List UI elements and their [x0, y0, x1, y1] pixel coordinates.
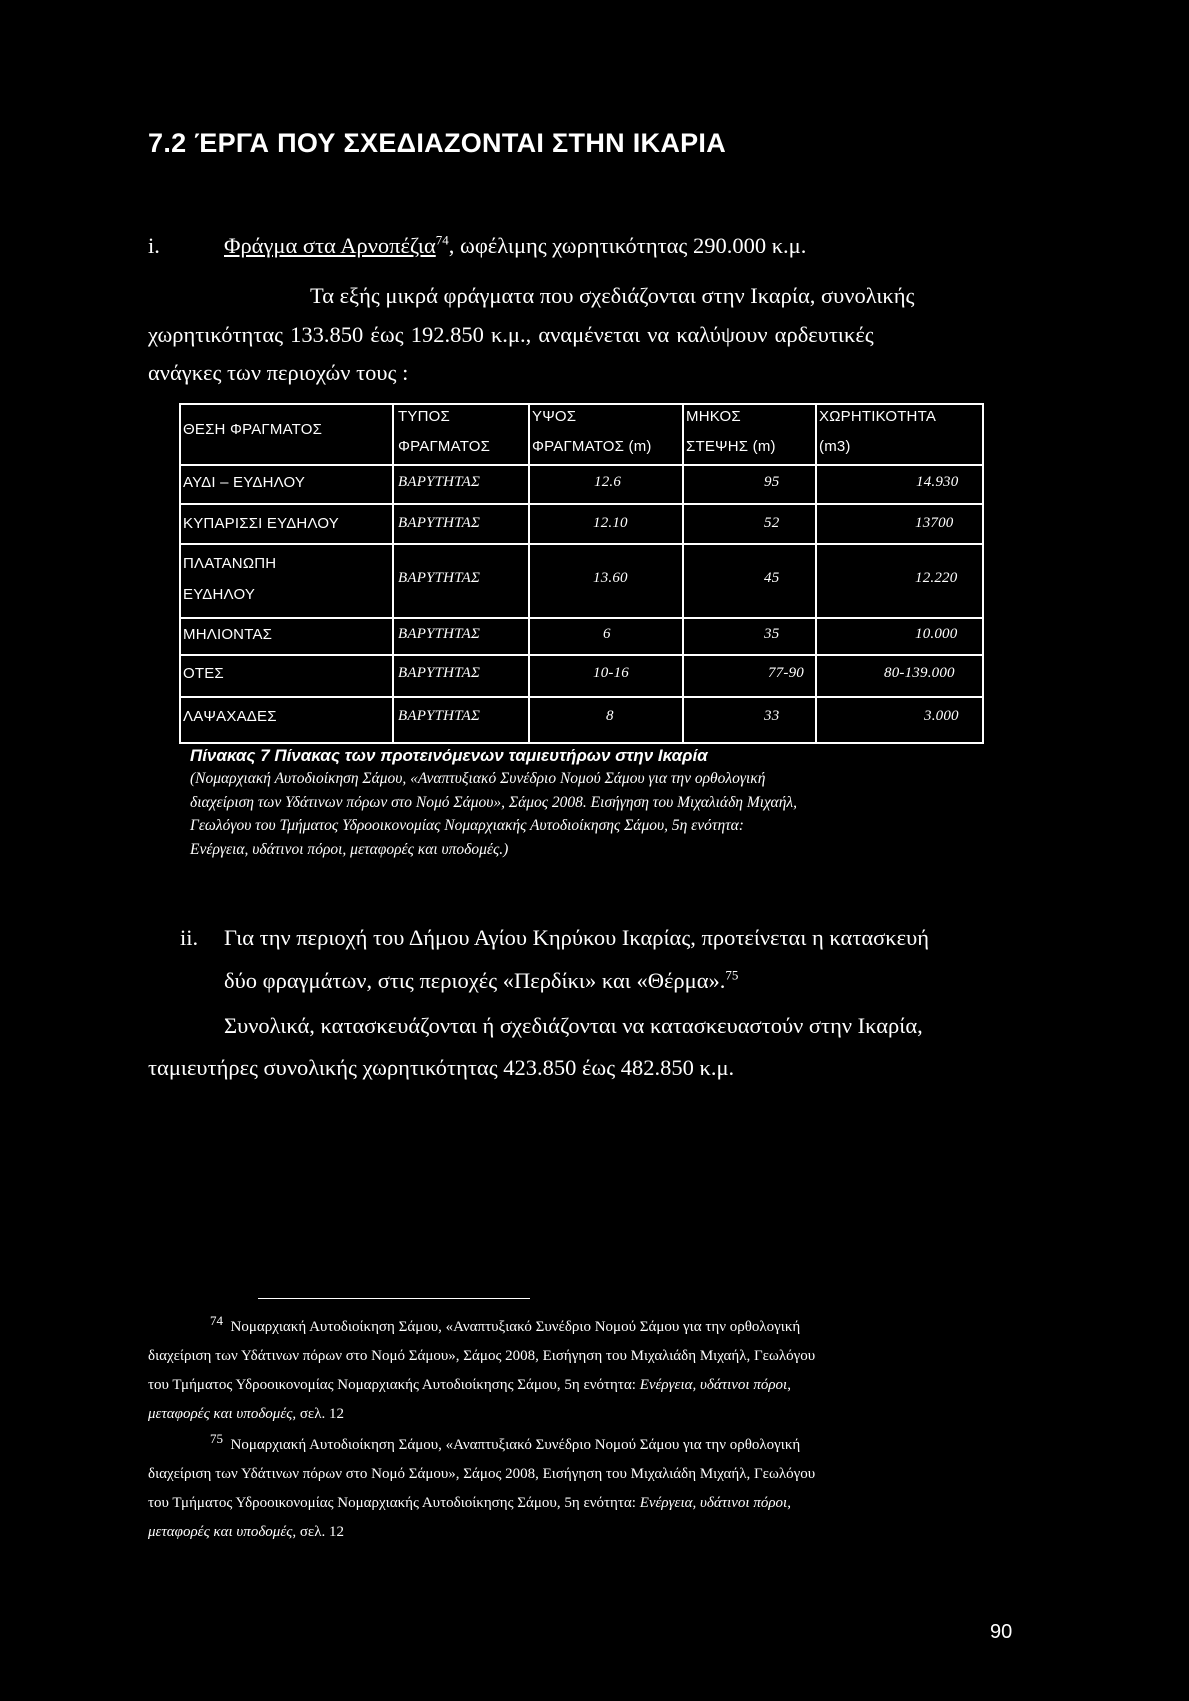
row-type: ΒΑΡΥΤΗΤΑΣ: [398, 570, 481, 586]
dam-link[interactable]: Φράγμα στα Αρνοπέζια: [224, 233, 436, 258]
item-ii-line2-text: δύο φραγμάτων, στις περιοχές «Περδίκι» και «Θέρμα».: [224, 968, 726, 993]
reservoir-table: [179, 403, 984, 744]
header-length-2: ΣΤΕΨΗΣ (m): [686, 438, 776, 455]
footnote-page: σελ. 12: [296, 1406, 344, 1422]
footnote-ref-75[interactable]: 75: [725, 967, 739, 983]
item-ii-line2: [224, 967, 739, 993]
item-ii-line4: ταμιευτήρες συνολικής χωρητικότητας 423.850 έως 482.850 κ.μ.: [148, 1055, 735, 1080]
header-capacity-2: (m3): [819, 438, 851, 455]
row-length: 35: [764, 626, 780, 642]
footnote-line-italic: μεταφορές και υποδομές,: [148, 1524, 297, 1540]
row-length: 52: [764, 515, 780, 531]
caption-title: Πίνακας 7 Πίνακας των προτεινόμενων ταμιευτήρων στην Ικαρία: [190, 746, 708, 765]
header-type-2: ΦΡΑΓΜΑΤΟΣ: [398, 438, 491, 455]
row-height: 12.6: [594, 474, 622, 490]
row-height: 13.60: [593, 570, 628, 586]
section-heading: 7.2 ΈΡΓΑ ΠΟΥ ΣΧΕΔΙΑΖΟΝΤΑΙ ΣΤΗΝ ΙΚΑΡΙΑ: [148, 128, 727, 158]
row-type: ΒΑΡΥΤΗΤΑΣ: [398, 515, 481, 531]
row-capacity: 13700: [915, 515, 954, 531]
row-type: ΒΑΡΥΤΗΤΑΣ: [398, 626, 481, 642]
para1-line2: χωρητικότητας 133.850 έως 192.850 κ.μ., αναμένεται να καλύψουν αρδευτικές: [148, 322, 874, 347]
footnote-74: [148, 1313, 1018, 1429]
item-i-numeral: i.: [148, 233, 160, 258]
row-site: ΚΥΠΑΡΙΣΣΙ ΕΥΔΗΛΟΥ: [183, 515, 339, 532]
header-length: ΜΗΚΟΣ: [686, 408, 741, 425]
footnote-separator: [258, 1298, 530, 1299]
footnote-number: 74: [210, 1313, 223, 1328]
footnote-page: σελ. 12: [296, 1524, 344, 1540]
footnote-line: διαχείριση των Υδάτινων πόρων στο Νομό Σάμου», Σάμος 2008, Εισήγηση του Μιχαλιάδη Μιχαήλ, Γεωλόγου: [148, 1466, 816, 1482]
caption-source-3: Γεωλόγου του Τμήματος Υδροοικονομίας Νομαρχιακής Αυτοδιοίκησης Σάμου, 5η ενότητα:: [190, 817, 744, 834]
footnote-line: του Τμήματος Υδροοικονομίας Νομαρχιακής Αυτοδιοίκησης Σάμου, 5η ενότητα:: [148, 1495, 640, 1511]
page-number: 90: [990, 1621, 1013, 1643]
footnote-ref-74[interactable]: 74: [435, 232, 449, 248]
row-capacity: 80-139.000: [884, 665, 955, 681]
row-length: 33: [764, 708, 780, 724]
footnote-line-italic: Ενέργεια, υδάτινοι πόροι,: [639, 1377, 791, 1393]
row-capacity: 3.000: [924, 708, 959, 724]
caption-source-4: Ενέργεια, υδάτινοι πόροι, μεταφορές και υποδομές.): [190, 840, 509, 858]
item-ii-line1: Για την περιοχή του Δήμου Αγίου Κηρύκου Ικαρίας, προτείνεται η κατασκευή: [224, 925, 929, 950]
para1-line1: Τα εξής μικρά φράγματα που σχεδιάζονται στην Ικαρία, συνολικής: [310, 283, 915, 308]
row-length: 95: [764, 474, 780, 490]
row-type: ΒΑΡΥΤΗΤΑΣ: [398, 665, 481, 681]
row-height: 12.10: [593, 515, 628, 531]
item-i-rest: , ωφέλιμης χωρητικότητας 290.000 κ.μ.: [448, 233, 807, 258]
caption-source-1: (Νομαρχιακή Αυτοδιοίκηση Σάμου, «Αναπτυξιακό Συνέδριο Νομού Σάμου για την ορθολογική: [190, 770, 766, 787]
footnote-line: Νομαρχιακή Αυτοδιοίκηση Σάμου, «Αναπτυξιακό Συνέδριο Νομού Σάμου για την ορθολογική: [230, 1319, 801, 1335]
row-capacity: 14.930: [916, 474, 959, 490]
row-site: ΑΥΔΙ – ΕΥΔΗΛΟΥ: [183, 474, 306, 491]
row-capacity: 10.000: [915, 626, 958, 642]
table-caption: [190, 745, 970, 861]
item-ii-line3: Συνολικά, κατασκευάζονται ή σχεδιάζονται να κατασκευαστούν στην Ικαρία,: [224, 1013, 923, 1038]
row-site: ΛΑΨΑΧΑΔΕΣ: [183, 708, 277, 725]
item-i-text: [224, 232, 807, 258]
row-type: ΒΑΡΥΤΗΤΑΣ: [398, 708, 481, 724]
row-site: ΟΤΕΣ: [183, 665, 224, 682]
row-site-2: ΕΥΔΗΛΟΥ: [183, 586, 256, 603]
footnote-line-italic: Ενέργεια, υδάτινοι πόροι,: [639, 1495, 791, 1511]
row-site: ΠΛΑΤΑΝΩΠΗ: [183, 555, 277, 572]
header-height-2: ΦΡΑΓΜΑΤΟΣ (m): [532, 438, 652, 455]
footnote-line: του Τμήματος Υδροοικονομίας Νομαρχιακής Αυτοδιοίκησης Σάμου, 5η ενότητα:: [148, 1377, 640, 1393]
footnote-line-italic: μεταφορές και υποδομές,: [148, 1406, 297, 1422]
header-site: ΘΕΣΗ ΦΡΑΓΜΑΤΟΣ: [183, 421, 323, 438]
row-height: 10-16: [593, 665, 629, 681]
row-length: 45: [764, 570, 780, 586]
row-type: ΒΑΡΥΤΗΤΑΣ: [398, 474, 481, 490]
row-length: 77-90: [768, 665, 804, 681]
header-capacity: ΧΩΡΗΤΙΚΟΤΗΤΑ: [819, 408, 937, 425]
caption-source-2: διαχείριση των Υδάτινων πόρων στο Νομό Σάμου», Σάμος 2008. Εισήγηση του Μιχαλιάδη Μιχαήλ,: [190, 793, 797, 811]
header-height: ΥΨΟΣ: [532, 408, 577, 425]
footnote-75: [148, 1431, 1018, 1547]
row-height: 6: [603, 626, 611, 642]
footnote-line: διαχείριση των Υδάτινων πόρων στο Νομό Σάμου», Σάμος 2008, Εισήγηση του Μιχαλιάδη Μιχαήλ, Γεωλόγου: [148, 1348, 816, 1364]
row-height: 8: [606, 708, 614, 724]
para1-line3: ανάγκες των περιοχών τους :: [148, 360, 409, 385]
header-type: ΤΥΠΟΣ: [398, 408, 450, 425]
row-site: ΜΗΛΙΟΝΤΑΣ: [183, 626, 273, 643]
footnote-number: 75: [210, 1431, 223, 1446]
item-ii-numeral: ii.: [180, 925, 199, 950]
footnote-line: Νομαρχιακή Αυτοδιοίκηση Σάμου, «Αναπτυξιακό Συνέδριο Νομού Σάμου για την ορθολογική: [230, 1437, 801, 1453]
row-capacity: 12.220: [915, 570, 958, 586]
